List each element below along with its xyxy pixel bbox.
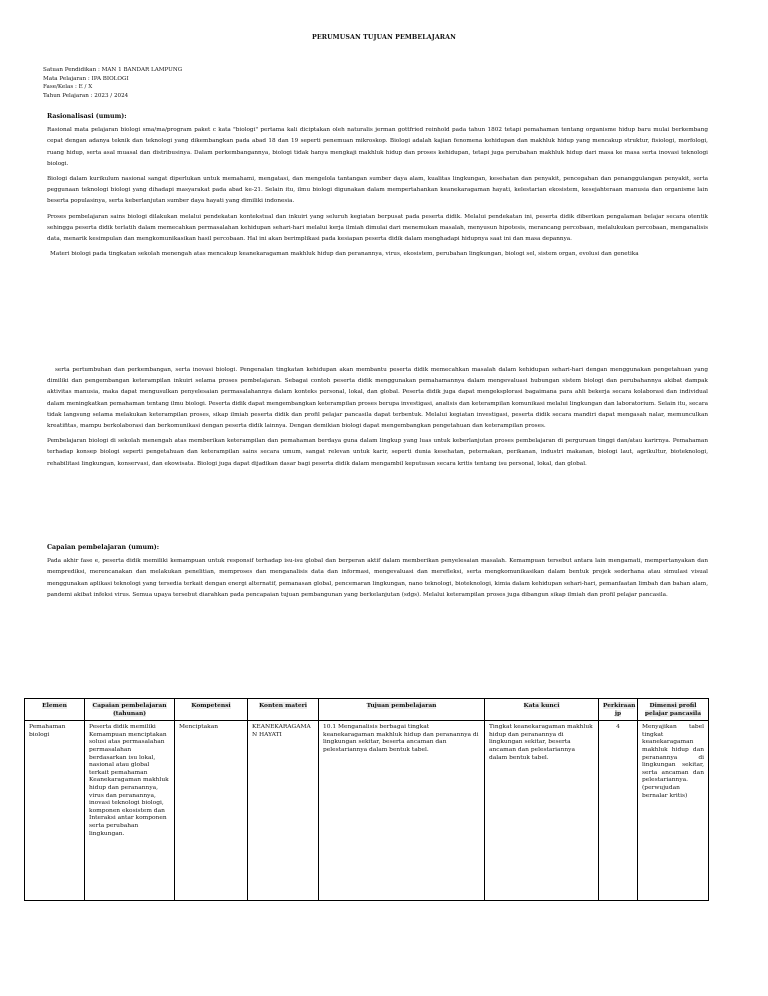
rasionalisasi-paragraph-4: Materi biologi pada tingkatan sekolah menengah atas mencakup keanekaragaman makhluk hidup dan peranannya, virus, ekosistem, perubahan lingkungan, biologi sel, sistem organ, evolusi dan genetika: [50, 251, 639, 258]
header-dimensi: Dimensi profil pelajar pancasila: [638, 699, 709, 721]
cell-konten: KEANEKARAGAMAN HAYATI: [248, 721, 319, 901]
header-konten: Konten materi: [248, 699, 319, 721]
learning-objectives-table: [24, 698, 709, 901]
document-title: PERUMUSAN TUJUAN PEMBELAJARAN: [312, 34, 456, 41]
rasionalisasi-paragraph-1: Rasional mata pelajaran biologi sma/ma/program paket c kata "biologi" pertama kali diciptakan oleh naturalis jerman gottfried reinhold pada tahun 1802 tetapi pemahaman tentang organisme hidup baru mulai berkembang cepat dengan adanya teknik dan teknologi yang dikembangkan pada abad 18 dan 19 seperti penemuan mikroskop. Biologi adalah kajian fenomena kehidupan dan makhluk hidup yang mencakup struktur, fisiologi, morfologi, ruang hidup, serta asal muasal dan distribusinya. Dalam perkembangannya, biologi tidak hanya mengkaji makhluk hidup dan proses kehidupan, tetapi juga perubahan makhluk hidup dari masa ke masa serta inovasi teknologi biologi.: [47, 127, 708, 167]
capaian-paragraph: Pada akhir fase e, peserta didik memiliki kemampuan untuk responsif terhadap isu-isu global dan berperan aktif dalam memberikan penyelesaian masalah. Kemampuan tersebut antara lain mengamati, mempertanyakan dan memprediksi, merencanakan dan melakukan penelitian, memproses dan menganalisis data dan informasi, mengevaluasi dan merefleksi, serta mengkomunikasikan dalam bentuk projek sederhana atau simulasi visual menggunakan aplikasi teknologi yang tersedia terkait dengan energi alternatif, pemanasan global, pencemaran lingkungan, nano teknologi, bioteknologi, kimia dalam kehidupan sehari-hari, pemanfaatan limbah dan bahan alam, pandemi akibat infeksi virus. Semua upaya tersebut diarahkan pada pencapaian tujuan pembangunan yang berkelanjutan (sdgs). Melalui keterampilan proses juga dibangun sikap ilmiah dan profil pelajar pancasila.: [47, 558, 708, 598]
cell-jp: 4: [599, 721, 638, 901]
rasionalisasi-paragraph-3: Proses pembelajaran sains biologi dilakukan melalui pendekatan kontekstual dan inkuiri yang seluruh kegiatan berpusat pada peserta didik. Melalui pendekatan ini, peserta didik diberikan pengalaman belajar secara otentik sehingga peserta didik terlatih dalam memecahkan permasalahan kehidupan sehari-hari melalui kerja ilmiah dimulai dari menemukan masalah, menyusun hipotesis, merancang percobaan, melalukukan percobaan, menganalisis data, menarik kesimpulan dan mengkomunikasikan hasil percobaan. Hal ini akan berimplikasi pada kesiapan peserta didik dalam menghadapi hidupnya saat ini dan masa depannya.: [47, 213, 708, 243]
table-row: [25, 721, 709, 901]
rasionalisasi-paragraph-5: serta pertumbuhan dan perkembangan, serta inovasi biologi. Pengenalan tingkatan kehidupan akan membantu peserta didik memecahkan masalah dalam kehidupan sehari-hari dengan menggunakan pengetahuan yang dimiliki dan pengembangan keterampilan inkuiri selama proses pembelajaran. Sebagai contoh peserta didik menggunakan pemahamannya dalam mengevaluasi hubungan sistem biologi dan perubahannya akibat dampak aktivitas manusia, maka dapat mengusulkan penyelesaian permasalahannya dalam konteks personal, lokal, dan global. Peserta didik juga dapat mengeksplorasi bagaimana para ahli bekerja secara kolaborasi dan individual dalam meningkatkan pemahaman tentang ilmu biologi. Peserta didik dapat mengembangkan keterampilan proses berupa investigasi, analisis dan keterampilan komunikasi melalui lingkungan dan laboratorium. Selain itu, secara tidak langsung selama melakukan keterampilan proses, sikap ilmiah peserta didik dan profil pelajar pancasila dapat terbentuk. Melalui kegiatan investigasi, peserta didik secara mandiri dapat mengasah nalar, memunculkan kreatifitas, mampu berkolaborasi dan berkomunikasi dengan peserta didik lainnya. Dengan demikian biologi dapat mengembangkan pengetahuan dan keterampilan proses.: [47, 367, 708, 430]
cell-kata-kunci: Tingkat keanekaragaman makhluk hidup dan peranannya di lingkungan sekitar, beserta ancaman dan pelestariannya dalam bentuk tabel.: [485, 721, 599, 901]
header-kompetensi: Kompetensi: [175, 699, 248, 721]
header-tujuan: Tujuan pembelajaran: [319, 699, 485, 721]
table-header-row: [25, 699, 709, 721]
meta-fase: Fase/Kelas : E / X: [43, 84, 93, 90]
rasionalisasi-section: [47, 111, 708, 264]
cell-capaian: Peserta didik memiliki Kemampuan menciptakan solusi atas permasalahan permasalahan berdasarkan isu lokal, nasional atau global terkait pemahaman Keanekaragaman makhluk hidup dan peranannya, virus dan peranannya, inovasi teknologi biologi, komponen ekosistem dan Interaksi antar komponen serta perubahan lingkungan.: [85, 721, 175, 901]
rasionalisasi-heading: Rasionalisasi (umum):: [47, 113, 127, 120]
document-meta: [43, 66, 182, 100]
rasionalisasi-paragraph-6: Pembelajaran biologi di sekolah menengah atas memberikan keterampilan dan pemahaman berdaya guna dalam lingkup yang luas untuk keberlanjutan proses pembelajaran di perguruan tinggi dan/atau karirnya. Pemahaman terhadap konsep biologi seperti pengetahuan dan keterampilan sains secara umum, sangat relevan untuk karir, seperti dunia kesehatan, peternakan, perikanan, industri makanan, biologi laut, agrikultur, bioteknologi, rehabilitasi lingkungan, konservasi, dan ekowisata. Biologi juga dapat dijadikan dasar bagi peserta didik dalam mengambil keputusan secara kritis tentang isu personal, lokal, dan global.: [47, 438, 708, 467]
cell-elemen: Pemahaman biologi: [25, 721, 85, 901]
capaian-section: [47, 542, 708, 605]
meta-satuan: Satuan Pendidikan : MAN 1 BANDAR LAMPUNG: [43, 67, 183, 73]
capaian-heading: Capaian pembelajaran (umum):: [47, 544, 160, 551]
cell-dimensi: Menyajikan tabel tingkat keanekaragaman makhluk hidup dan peranannya di lingkungan sekitar, serta ancaman dan pelestariannya. (perwujudan bernalar kritis): [638, 721, 709, 901]
cell-kompetensi: Menciptakan: [175, 721, 248, 901]
meta-mapel: Mata Pelajaran : IPA BIOLOGI: [43, 75, 129, 82]
meta-tahun: Tahun Pelajaran : 2023 / 2024: [43, 92, 129, 99]
header-elemen: Elemen: [25, 699, 85, 721]
cell-tujuan: 10.1 Menganalisis berbagai tingkat keanekaragaman makhluk hidup dan peranannya di lingkungan sekitar, beserta ancaman dan pelestariannya dalam bentuk tabel.: [319, 721, 485, 901]
header-capaian: Capaian pembelajaran (tahunan): [85, 699, 175, 721]
header-jp: Perkiraan jp: [599, 699, 638, 721]
rasionalisasi-paragraph-2: Biologi dalam kurikulum nasional sangat diperlukan untuk memahami, mengatasi, dan mengelola tantangan sumber daya alam, kualitas lingkungan, kesehatan dan penyakit, pencegahan dan penanggulangan penyakit, serta peggunaan teknologi biologi yang dihadapi masyarakat pada abad ke-21. Selain itu, ilmu biologi digunakan dalam mempertahankan keanekaragaman hayati, kelestarian ekosistem, kesejahteraan manusia dan organisme lain beserta populasinya, serta keberlanjutan sumber daya hayati yang dimiliki indonesia.: [47, 176, 708, 205]
rasionalisasi-continued: [47, 365, 708, 474]
header-kata-kunci: Kata kunci: [485, 699, 599, 721]
